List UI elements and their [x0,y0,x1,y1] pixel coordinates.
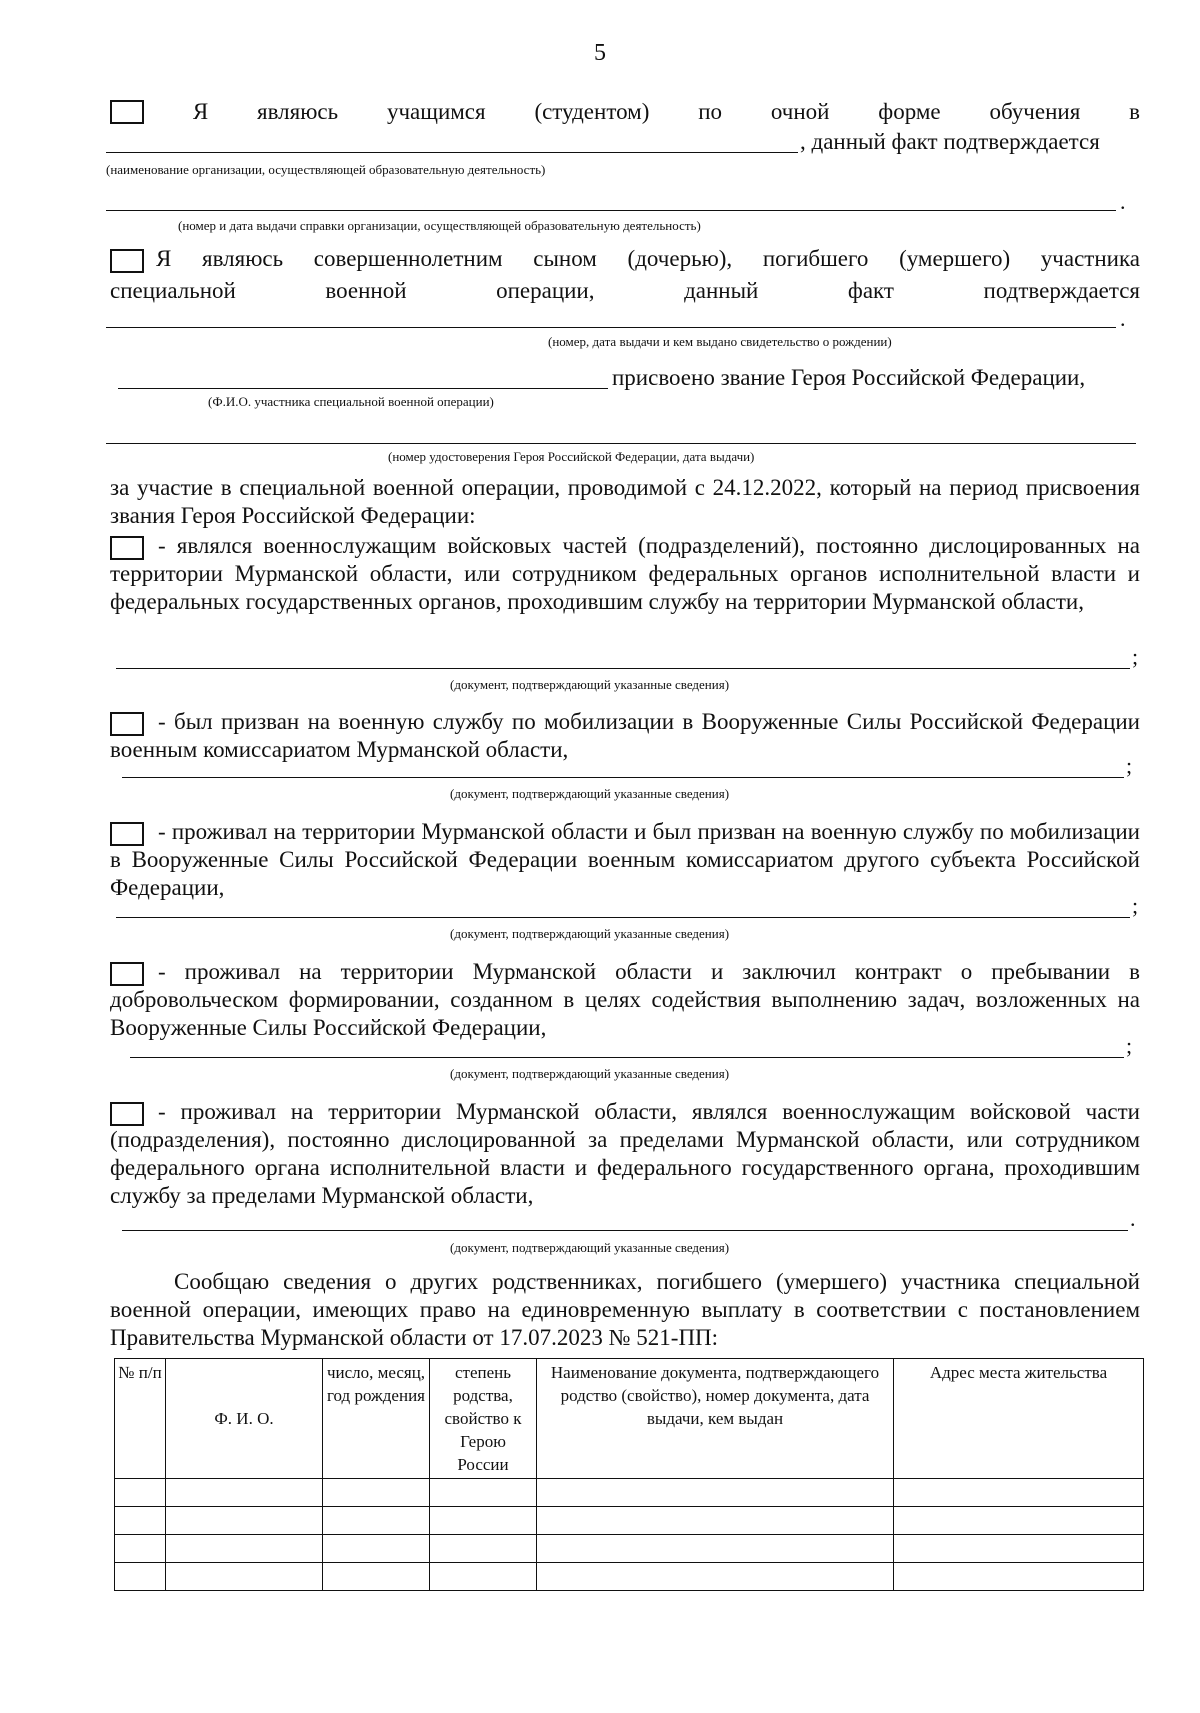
header-relation: степень родства, свойство к Герою России [430,1359,537,1479]
table-cell[interactable] [115,1507,166,1535]
table-cell[interactable] [323,1535,430,1563]
option-2: - был призван на военную службу по мобилизации в Вооруженные Силы Российской Федерации военным комиссариатом Мурманской области, [110,709,1140,762]
table-cell[interactable] [115,1535,166,1563]
option-3: - проживал на территории Мурманской области и был призван на военную службу по мобилизации в Вооруженные Силы Российской Федерации военным комиссариатом другого субъекта Российской Федерации, [110,819,1140,900]
table-cell[interactable] [894,1535,1144,1563]
option-2-checkbox[interactable] [110,712,144,736]
option-5-caption: (документ, подтверждающий указанные сведения) [450,1240,730,1255]
participant-fio-line[interactable] [118,388,608,389]
table-cell[interactable] [323,1507,430,1535]
header-birth-date: число, месяц, год рождения [323,1359,430,1479]
student-line-1: Я являюсь учащимся (студентом) по очной форме обучения в [110,98,1140,126]
option-2-end: ; [1126,753,1133,778]
caption-certificate: (номер и дата выдачи справки организации, осуществляющей образовательную деятельность) [178,218,701,233]
option-1-caption: (документ, подтверждающий указанные сведения) [450,677,730,692]
header-address: Адрес места жительства [894,1359,1144,1479]
option-4-checkbox[interactable] [110,962,144,986]
relatives-table [114,1358,1144,1591]
table-cell[interactable] [537,1479,894,1507]
table-cell[interactable] [894,1563,1144,1591]
option-5-checkbox[interactable] [110,1102,144,1126]
caption-hero-certificate: (номер удостоверения Героя Российской Федерации, дата выдачи) [388,449,755,464]
table-cell[interactable] [430,1563,537,1591]
table-cell[interactable] [430,1507,537,1535]
org-name-line[interactable] [106,152,798,153]
option-4: - проживал на территории Мурманской области и заключил контракт о пребывании в добровольческом формировании, созданном в целях содействия выполнению задач, возложенных на Вооруженные Силы Российской Федерации, [110,959,1140,1040]
table-cell[interactable] [115,1563,166,1591]
option-5: - проживал на территории Мурманской области, являлся военнослужащим войсковой части (подразделения), постоянно дислоцированной за пределами Мурманской области, или сотрудником федерального органа исполнительной власти и федерального государственного органа, проходившим службу за пределами Мурманской области, [110,1099,1140,1208]
adult-child-line-1: Я являюсь совершеннолетним сыном (дочерью), погибшего (умершего) участника [110,245,1140,273]
header-number: № п/п [115,1359,166,1479]
end-mark: . [1120,306,1126,331]
table-cell[interactable] [537,1563,894,1591]
table-header-row [115,1359,1144,1479]
end-mark: . [1120,189,1126,214]
table-cell[interactable] [166,1479,323,1507]
option-4-document-line[interactable] [130,1057,1124,1058]
table-cell[interactable] [894,1479,1144,1507]
table-cell[interactable] [430,1479,537,1507]
page-number: 5 [594,40,606,66]
table-cell[interactable] [323,1479,430,1507]
caption-org-name: (наименование организации, осуществляющей образовательную деятельность) [106,162,546,177]
relatives-intro: Сообщаю сведения о других родственниках, погибшего (умершего) участника специальной военной операции, имеющих право на единовременную выплату в соответствии с постановлением Правительства Мурманской области от 17.07.2023 № 521-ПП: [110,1269,1140,1350]
caption-birth-certificate: (номер, дата выдачи и кем выдано свидетельство о рождении) [548,334,892,349]
table-cell[interactable] [323,1563,430,1591]
option-4-end: ; [1126,1033,1133,1058]
table-cell[interactable] [115,1479,166,1507]
adult-child-line-2: специальной военной операции, данный факт подтверждается [110,278,1140,303]
student-checkbox[interactable] [110,100,144,124]
birth-certificate-line[interactable] [106,327,1116,328]
option-5-document-line[interactable] [122,1230,1128,1231]
option-1: - являлся военнослужащим войсковых частей (подразделений), постоянно дислоцированных на территории Мурманской области, или сотрудником федеральных органов исполнительной власти и федеральных государственных органов, проходившим службу на территории Мурманской области, [110,533,1140,614]
option-3-document-line[interactable] [116,917,1130,918]
table-cell[interactable] [166,1563,323,1591]
table-cell[interactable] [894,1507,1144,1535]
option-2-caption: (документ, подтверждающий указанные сведения) [450,786,730,801]
hero-title-text: присвоено звание Героя Российской Федерации, [612,365,1086,390]
option-3-end: ; [1132,893,1139,918]
student-line-2-tail: , данный факт подтверждается [800,129,1100,154]
option-3-caption: (документ, подтверждающий указанные сведения) [450,926,730,941]
option-1-end: ; [1132,644,1139,669]
caption-participant-fio: (Ф.И.О. участника специальной военной операции) [208,394,494,409]
table-row [115,1563,1144,1591]
table-cell[interactable] [166,1535,323,1563]
option-4-caption: (документ, подтверждающий указанные сведения) [450,1066,730,1081]
hero-certificate-line[interactable] [106,443,1136,444]
table-row [115,1479,1144,1507]
table-row [115,1535,1144,1563]
option-1-checkbox[interactable] [110,536,144,560]
table-row [115,1507,1144,1535]
header-document: Наименование документа, подтверждающего родство (свойство), номер документа, дата выдачи, кем выдан [537,1359,894,1479]
adult-child-checkbox[interactable] [110,249,144,273]
header-fio: Ф. И. О. [166,1359,323,1479]
option-1-document-line[interactable] [116,668,1130,669]
table-cell[interactable] [430,1535,537,1563]
certificate-line[interactable] [106,210,1116,211]
table-cell[interactable] [537,1507,894,1535]
table-cell[interactable] [537,1535,894,1563]
hero-intro: за участие в специальной военной операции, проводимой с 24.12.2022, который на период присвоения звания Героя Российской Федерации: [110,475,1140,528]
option-2-document-line[interactable] [122,777,1124,778]
table-cell[interactable] [166,1507,323,1535]
option-3-checkbox[interactable] [110,822,144,846]
option-5-end: . [1130,1206,1136,1231]
